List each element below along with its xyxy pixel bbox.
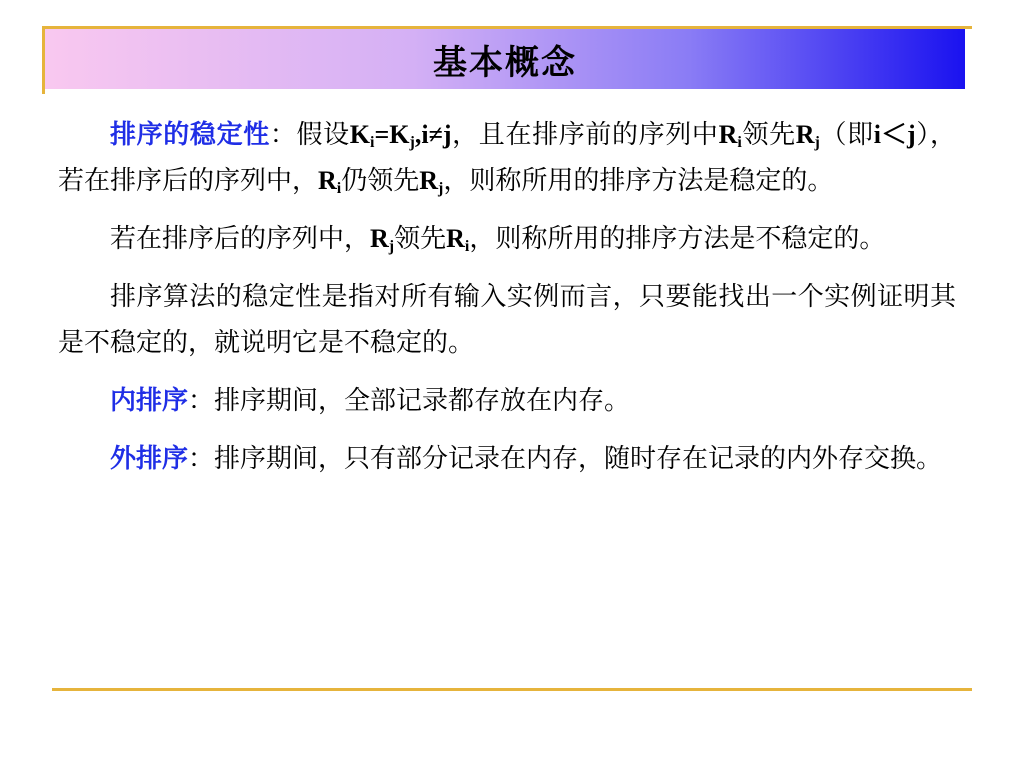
symbol-r: R	[795, 120, 815, 149]
text-segment: ，则称所用的排序方法是不稳定的。	[469, 224, 886, 254]
symbol-i-less-j: i＜j	[873, 120, 916, 149]
text-segment: （即	[819, 120, 874, 150]
paragraph-stability-definition	[58, 112, 956, 204]
subscript: j	[438, 180, 444, 197]
subscript: j	[409, 134, 415, 151]
subscript: i	[370, 134, 375, 151]
subscript: j	[388, 238, 395, 255]
text-segment: ：假设	[269, 120, 350, 150]
symbol-r: R	[446, 224, 465, 253]
symbol-k: K	[349, 120, 371, 149]
symbol-r: R	[318, 166, 337, 195]
term-external-sort: 外排序	[110, 444, 189, 474]
text-segment: ，则称所用的排序方法是稳定的。	[443, 166, 834, 196]
title-bar	[45, 29, 965, 89]
symbol-r: R	[718, 120, 738, 149]
slide-content	[58, 112, 956, 494]
term-stability: 排序的稳定性	[110, 120, 270, 150]
symbol-r: R	[419, 166, 439, 195]
text-segment: ），若在排序后的序列中，	[58, 120, 956, 196]
page-title: 基本概念	[433, 42, 577, 83]
bottom-rule	[52, 688, 972, 691]
text-segment: 领先	[394, 224, 447, 254]
symbol-eq-k: =K	[374, 120, 410, 149]
text-segment: 仍领先	[341, 166, 420, 196]
subscript: j	[814, 134, 820, 151]
term-internal-sort: 内排序	[110, 386, 189, 416]
paragraph-stability-proof: 排序算法的稳定性是指对所有输入实例而言，只要能找出一个实例证明其是不稳定的，就说明它是不稳定的。	[58, 282, 956, 358]
subscript: i	[336, 180, 342, 197]
text-segment: ：排序期间，全部记录都存放在内存。	[188, 386, 631, 416]
text-segment: 领先	[741, 120, 796, 150]
paragraph-unstable-definition	[58, 216, 956, 262]
symbol-r: R	[370, 224, 389, 253]
symbol-condition: ,i≠j	[414, 120, 452, 149]
text-segment: ，且在排序前的序列中	[451, 120, 719, 150]
text-segment: 若在排序后的序列中，	[110, 224, 371, 254]
subscript: i	[464, 238, 470, 255]
paragraph-external-sort	[58, 436, 956, 482]
paragraph-internal-sort	[58, 378, 956, 424]
text-segment: ：排序期间，只有部分记录在内存，随时存在记录的内外存交换。	[188, 444, 943, 474]
subscript: i	[737, 134, 742, 151]
